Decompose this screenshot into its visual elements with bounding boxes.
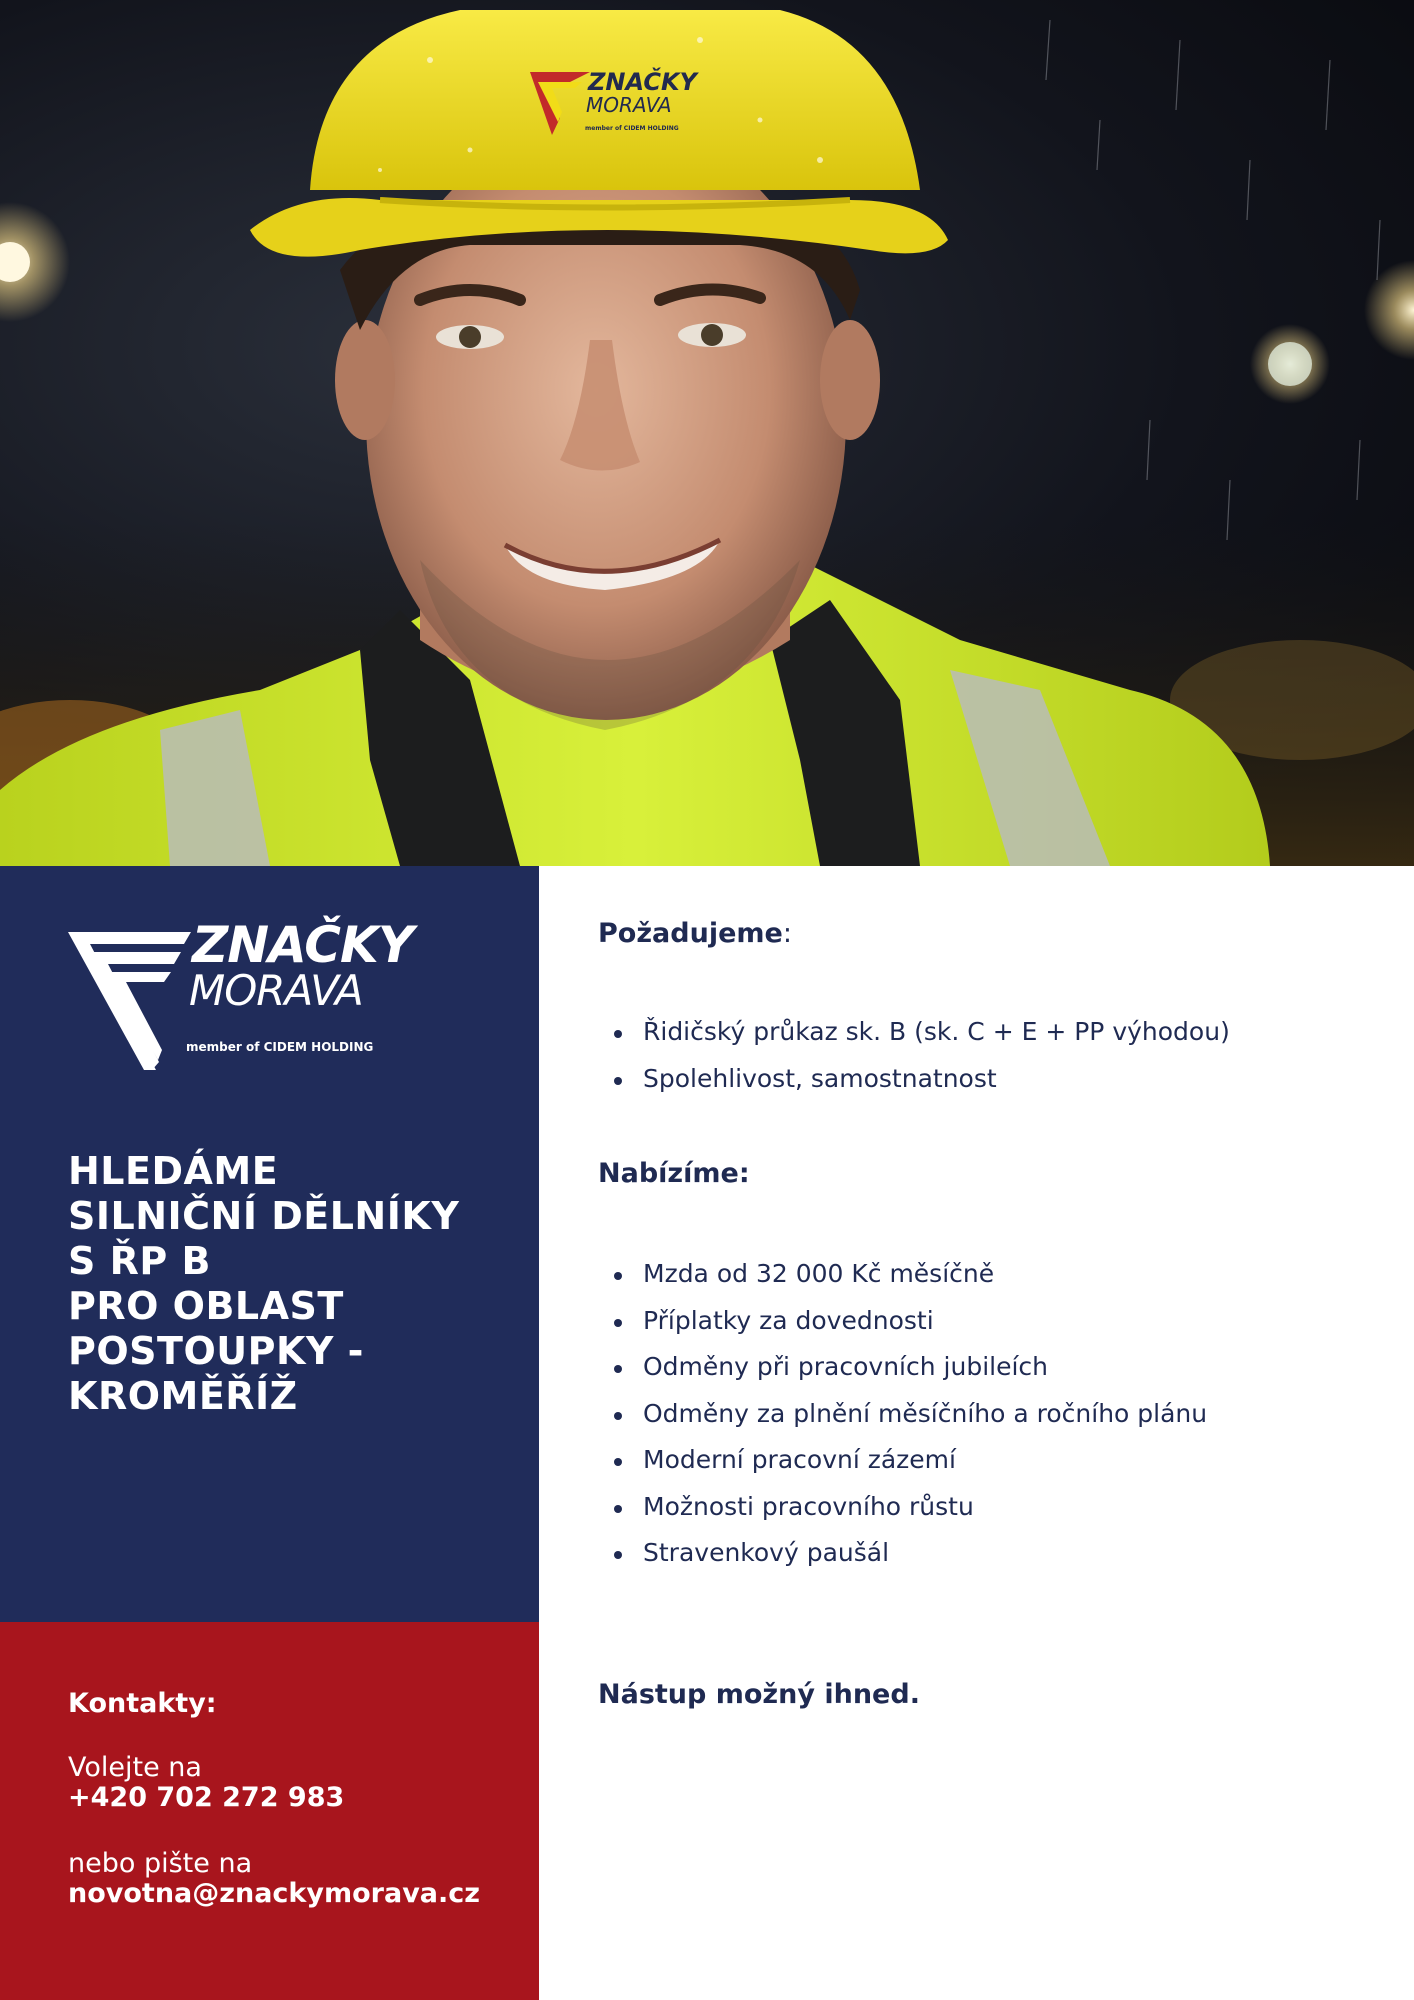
phone-number[interactable]: +420 702 272 983	[68, 1782, 345, 1813]
headline-line: PRO OBLAST	[68, 1284, 344, 1328]
company-logo	[66, 916, 446, 1092]
offer-heading: Nabízíme:	[598, 1158, 750, 1189]
list-item: Řidičský průkaz sk. B (sk. C + E + PP výhodou)	[598, 1009, 1230, 1056]
list-item: Příplatky za dovednosti	[598, 1298, 1207, 1345]
headline	[68, 1149, 528, 1419]
headline-line: HLEDÁME	[68, 1149, 279, 1193]
logo-brand: ZNAČKY	[192, 916, 413, 974]
logo-chevron-icon	[66, 922, 196, 1072]
svg-text:member of CIDEM HOLDING: member of CIDEM HOLDING	[585, 125, 679, 132]
list-item: Možnosti pracovního růstu	[598, 1484, 1207, 1531]
list-item: Spolehlivost, samostnatnost	[598, 1056, 1230, 1103]
requirements-heading-text: Požadujeme	[598, 918, 783, 949]
write-label: nebo pište na	[68, 1848, 253, 1879]
headline-line: KROMĚŘÍŽ	[68, 1374, 298, 1418]
list-item: Stravenkový paušál	[598, 1530, 1207, 1577]
list-item: Moderní pracovní zázemí	[598, 1437, 1207, 1484]
headline-line: POSTOUPKY -	[68, 1329, 364, 1373]
email-address[interactable]: novotna@znackymorava.cz	[68, 1878, 481, 1909]
worker-illustration	[0, 0, 1414, 866]
left-panel	[0, 866, 539, 1622]
hero-photo	[0, 0, 1414, 866]
offer-list	[598, 1251, 1207, 1577]
svg-text:ZNAČKY: ZNAČKY	[588, 68, 697, 96]
list-item: Odměny za plnění měsíčního a ročního plánu	[598, 1391, 1207, 1438]
contact-panel	[0, 1622, 539, 2000]
svg-text:MORAVA: MORAVA	[586, 93, 672, 117]
headline-line: S ŘP B	[68, 1239, 211, 1283]
requirements-list	[598, 1009, 1230, 1102]
start-note: Nástup možný ihned.	[598, 1679, 920, 1710]
logo-member-text: member of CIDEM HOLDING	[186, 1040, 374, 1054]
headline-line: SILNIČNÍ DĚLNÍKY	[68, 1194, 460, 1238]
requirements-heading	[598, 918, 792, 949]
job-details	[539, 866, 1414, 2000]
logo-brand-sub: MORAVA	[189, 966, 363, 1015]
list-item: Odměny při pracovních jubileích	[598, 1344, 1207, 1391]
call-label: Volejte na	[68, 1752, 202, 1783]
list-item: Mzda od 32 000 Kč měsíčně	[598, 1251, 1207, 1298]
contact-title: Kontakty:	[68, 1688, 217, 1719]
rain	[1046, 20, 1380, 540]
requirements-heading-colon: :	[782, 918, 792, 949]
